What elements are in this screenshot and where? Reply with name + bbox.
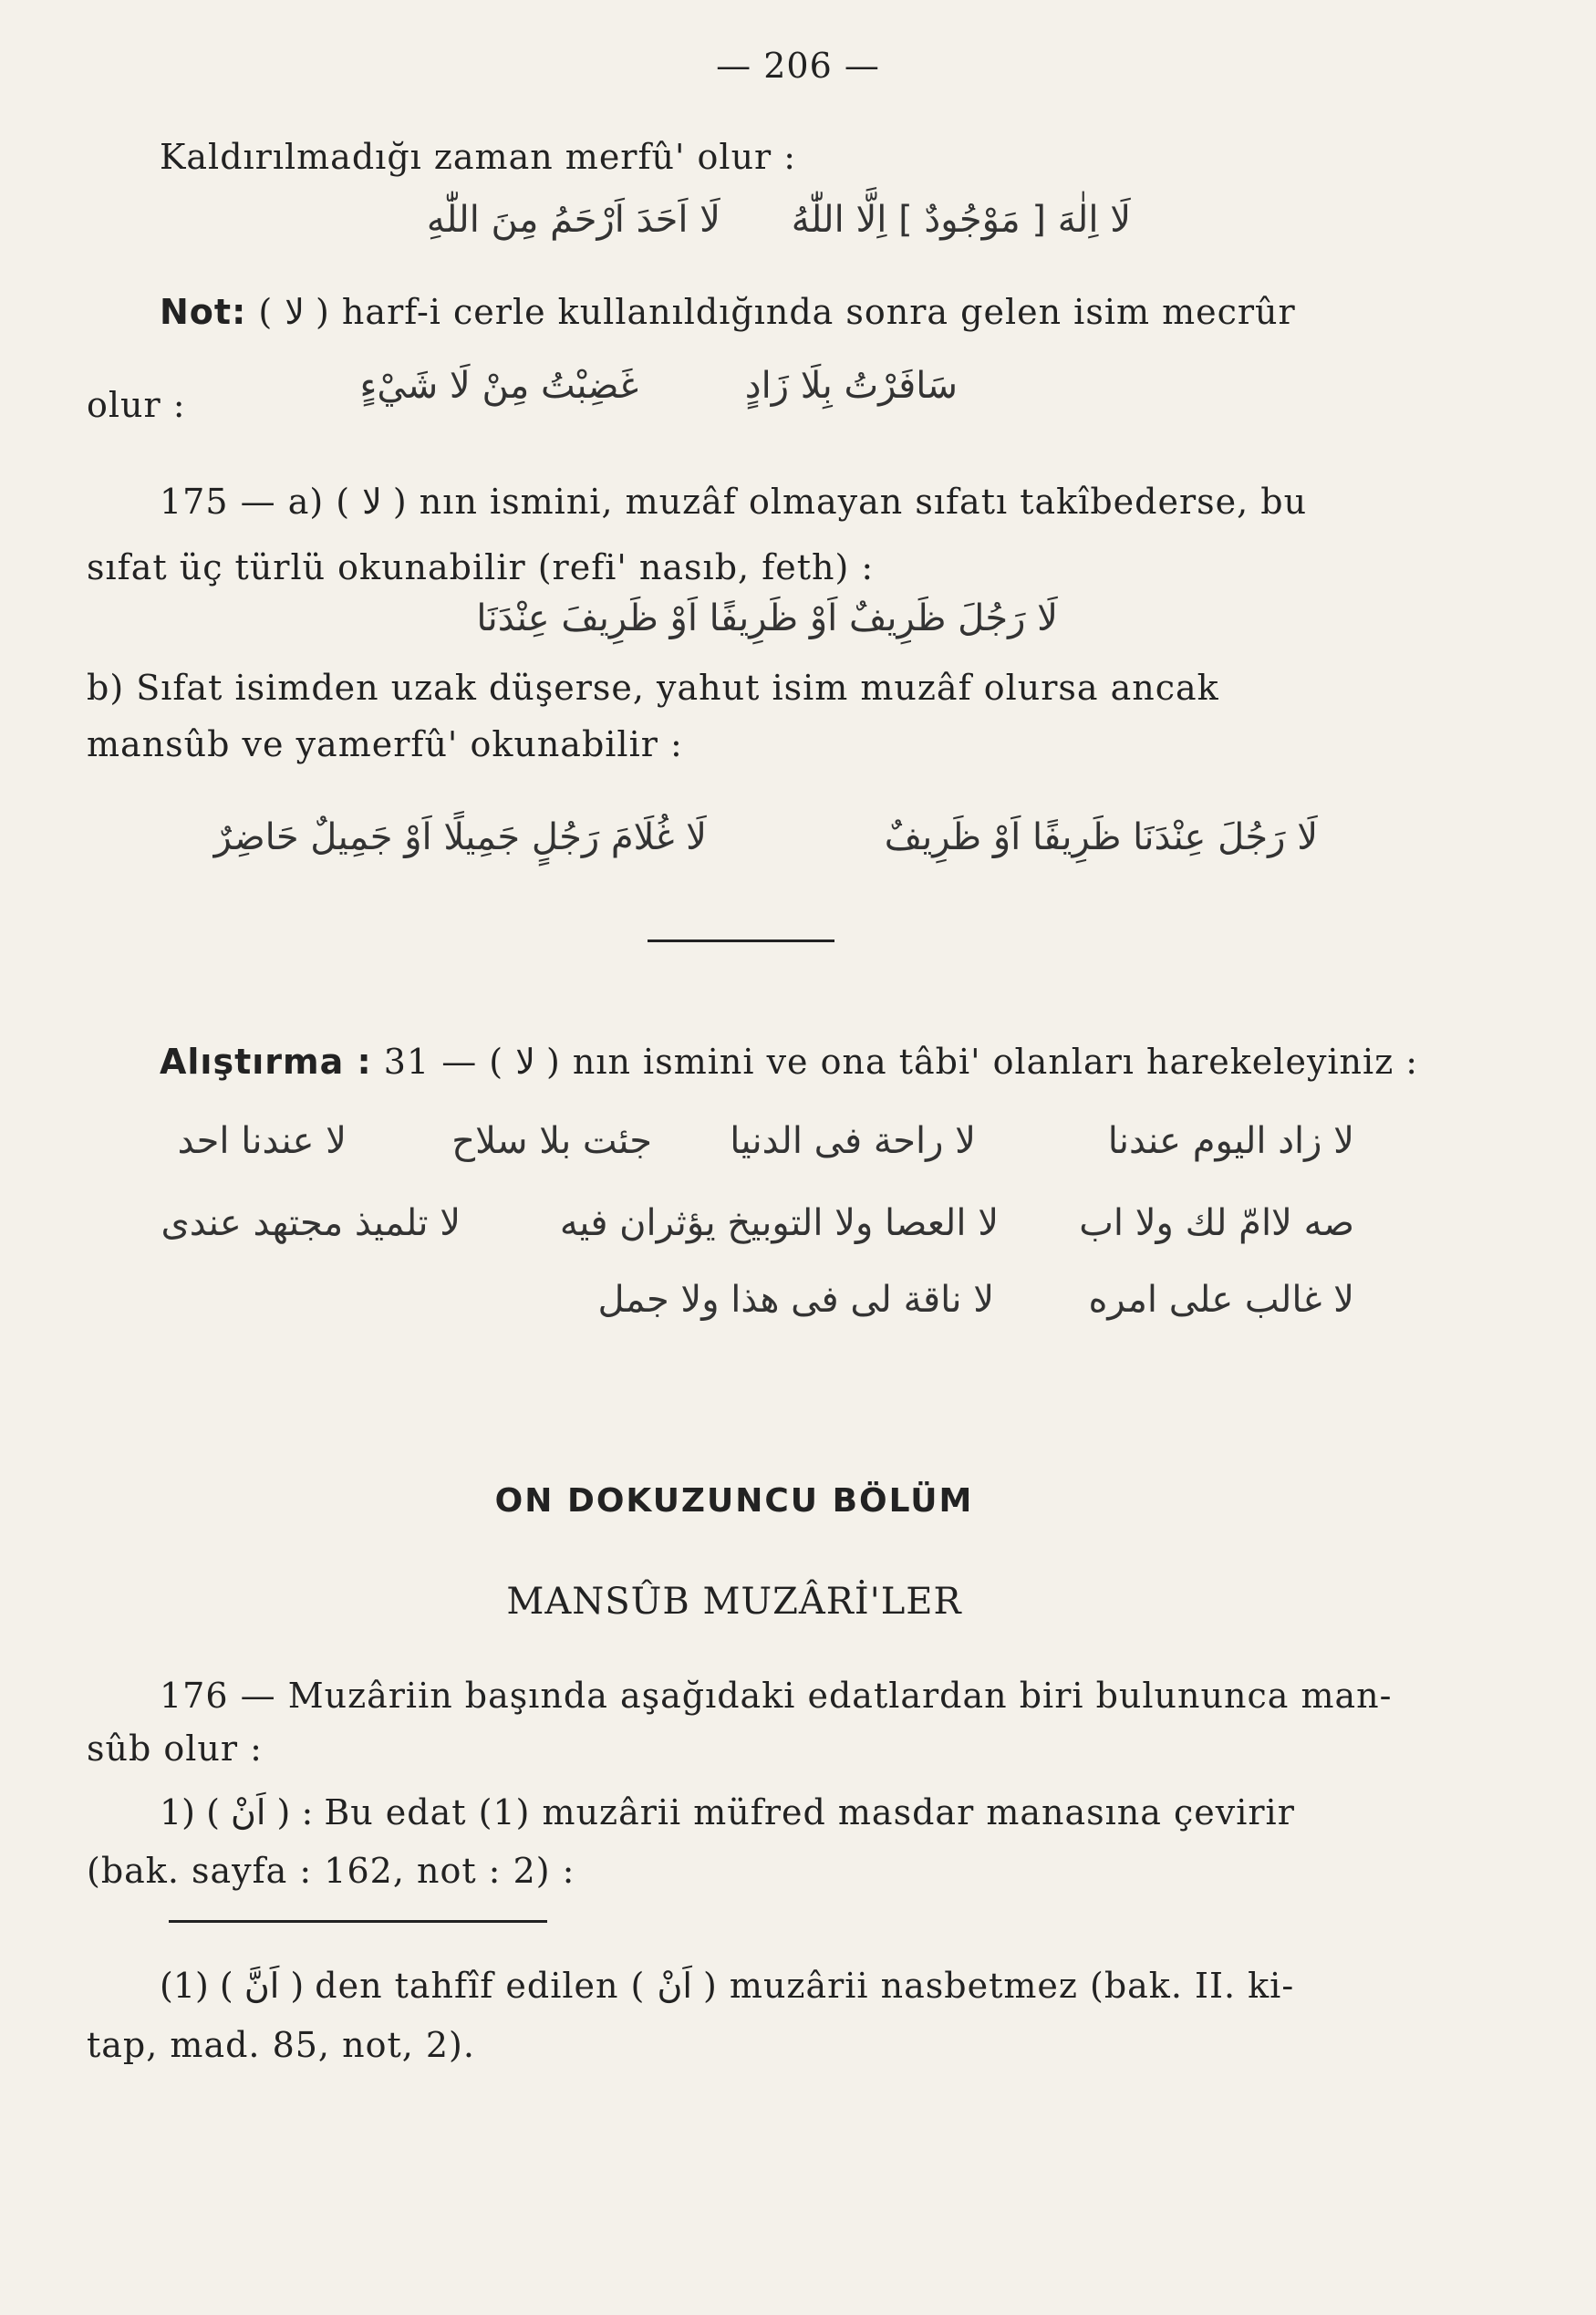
arabic-example: لَا اِلٰهَ [ مَوْجُودٌ ] اِلَّا اللّٰهُ: [791, 199, 1131, 241]
paragraph-line: Kaldırılmadığı zaman merfû' olur :: [160, 137, 797, 177]
note-continuation: olur :: [87, 385, 186, 425]
exercise-item: لا ناقة لى فى هذا ولا جمل: [597, 1279, 994, 1321]
exercise-item: لا العصا ولا التوبيخ يؤثران فيه: [559, 1202, 999, 1244]
note-text: ( لا ) harf-i cerle kullanıldığında sonra gelen isim mecrûr: [258, 292, 1296, 332]
arabic-example: سَافَرْتُ بِلَا زَادٍ: [744, 365, 958, 407]
arabic-example: لَا اَحَدَ اَرْحَمُ مِنَ اللّٰهِ: [426, 199, 720, 241]
paragraph-175b-line1: b) Sıfat isimden uzak düşerse, yahut isim muzâf olursa ancak: [87, 668, 1219, 708]
paragraph-175a-line1: 175 — a) ( لا ) nın ismini, muzâf olmayan sıfatı takîbederse, bu: [160, 482, 1308, 522]
note-line: [160, 290, 1391, 335]
edat-item-line1: 1) ( اَنْ ) : Bu edat (1) muzârii müfred masdar manasına çevirir: [160, 1792, 1295, 1832]
exercise-label: Alıştırma :: [160, 1042, 372, 1082]
arabic-example: لَا غُلَامَ رَجُلٍ جَمِيلًا اَوْ جَمِيلٌ حَاضِرٌ: [213, 816, 707, 858]
edat-item-line2: (bak. sayfa : 162, not : 2) :: [87, 1851, 575, 1891]
arabic-example: لَا رَجُلَ عِنْدَنَا ظَرِيفًا اَوْ ظَرِيفٌ: [884, 816, 1318, 858]
arabic-example: غَضِبْتُ مِنْ لَا شَيْءٍ: [359, 365, 638, 407]
footnote-separator: [169, 1920, 547, 1923]
exercise-item: لا عندنا احد: [177, 1120, 347, 1162]
exercise-item: لا تلميذ مجتهد عندى: [161, 1202, 461, 1244]
paragraph-175b-line2: mansûb ve yamerfû' okunabilir :: [87, 724, 683, 764]
note-label: Not:: [160, 292, 247, 332]
chapter-title: ON DOKUZUNCU BÖLÜM: [494, 1482, 974, 1520]
arabic-example: لَا رَجُلَ ظَرِيفٌ اَوْ ظَرِيفًا اَوْ ظَرِيفَ عِنْدَنَا: [476, 597, 1058, 639]
chapter-subtitle: MANSÛB MUZÂRİ'LER: [506, 1581, 962, 1623]
paragraph-175a-line2: sıfat üç türlü okunabilir (refi' nasıb, feth) :: [87, 547, 875, 587]
exercise-item: صه لاامّ لك ولا اب: [1079, 1202, 1354, 1244]
paragraph-176-line2: sûb olur :: [87, 1728, 263, 1769]
exercise-text: 31 — ( لا ) nın ismini ve ona tâbi' olanları harekeleyiniz :: [383, 1042, 1419, 1082]
exercise-item: لا غالب على امره: [1088, 1279, 1354, 1321]
footnote-line1: (1) ( اَنَّ ) den tahfîf edilen ( اَنْ ) muzârii nasbetmez (bak. II. ki-: [160, 1966, 1295, 2006]
section-divider: [648, 939, 834, 942]
paragraph-176-line1: 176 — Muzâriin başında aşağıdaki edatlardan biri bulununca man-: [160, 1676, 1393, 1716]
exercise-heading: [160, 1040, 1418, 1085]
exercise-item: لا راحة فى الدنيا: [730, 1120, 976, 1162]
exercise-item: لا زاد اليوم عندنا: [1107, 1120, 1354, 1162]
page-number: — 206 —: [716, 46, 880, 86]
footnote-line2: tap, mad. 85, not, 2).: [87, 2025, 475, 2065]
exercise-item: جئت بلا سلاح: [451, 1120, 652, 1162]
